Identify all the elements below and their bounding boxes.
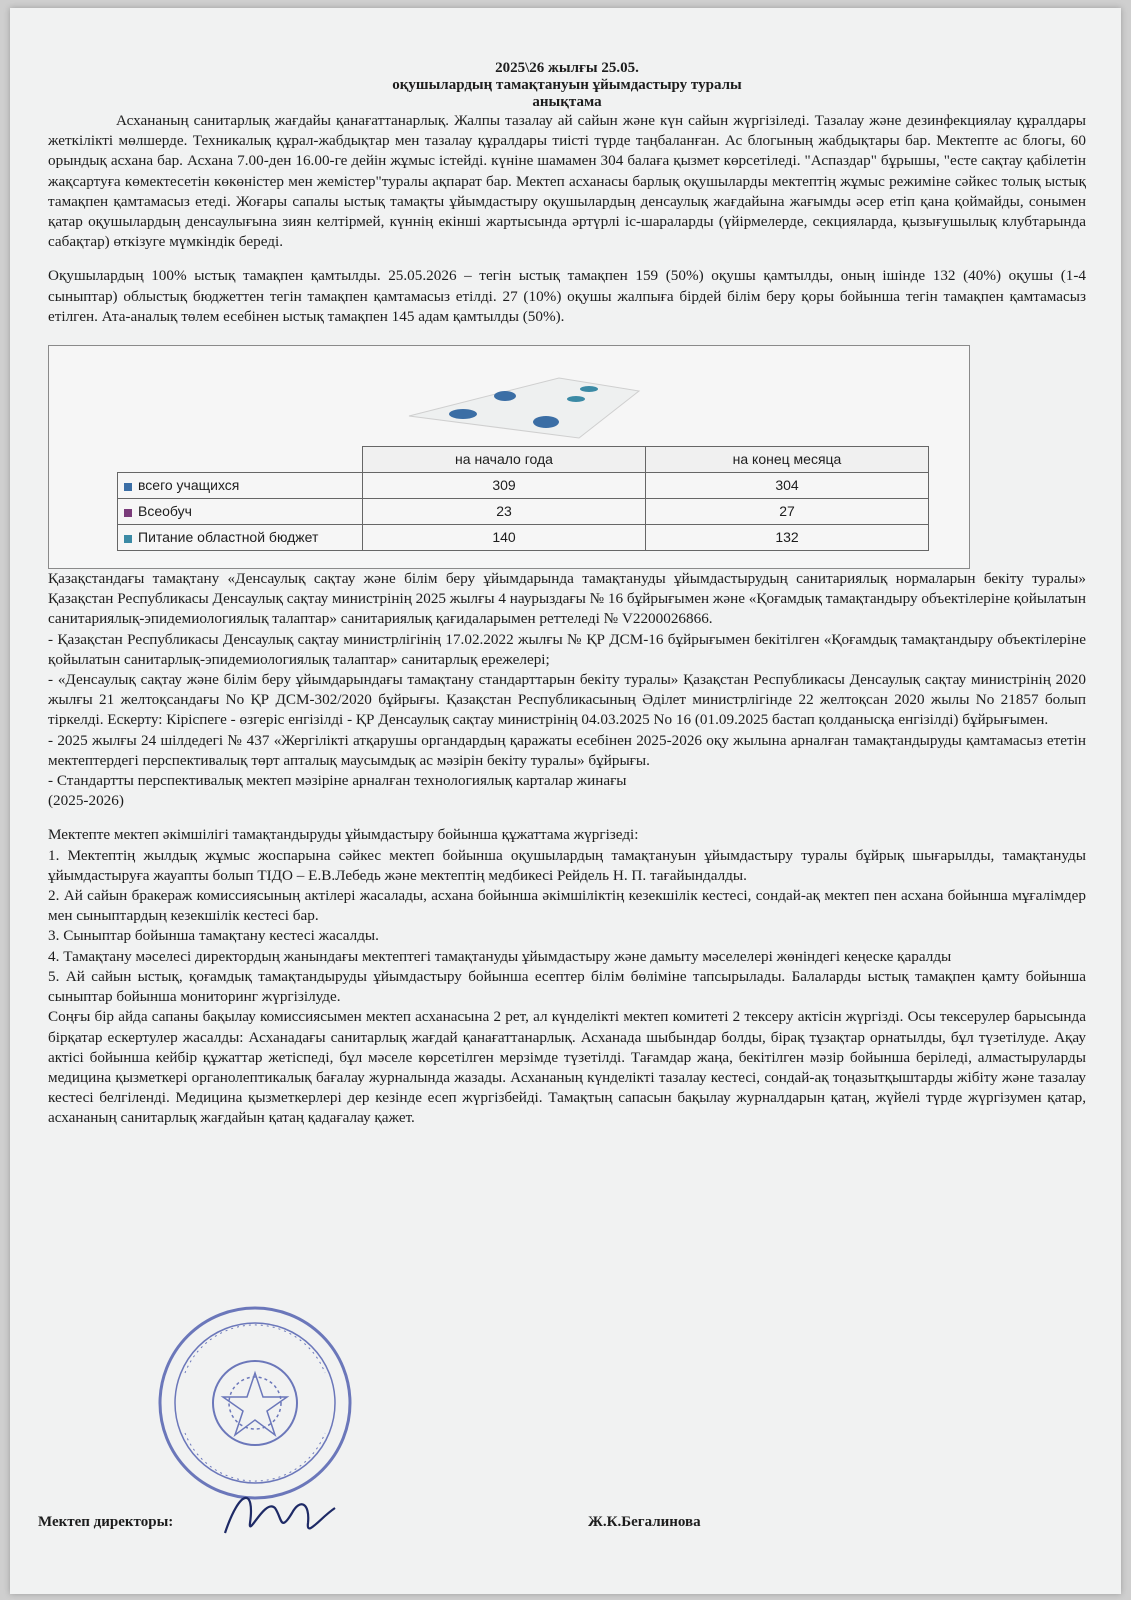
column-header-end: на конец месяца (646, 447, 929, 473)
column-header-start: на начало года (363, 447, 646, 473)
docs-item: 1. Мектептің жылдық жұмыс жоспарына сәйкес мектеп бойынша оқушылардың тамақтануын ұйымдастыру туралы бұйрық шығарылды, тамақтануды ұйымдастыруға жауапты болып ТІДО – Е.В.Лебедь және мектептің медбикесі Рейдель Н. П. тағайындалды. (48, 846, 1086, 884)
inspection-paragraph: Соңғы бір айда сапаны бақылау комиссиясымен мектеп асханасына 2 рет, ал күнделікті мектеп комитеті 2 тексеру актісін жүргізді. Осы тексерулер барысында бірқатар ескертулер жасалды: Асханадағы санитарлық жағдай қанағаттанарлық. Асханада шыбындар болды, бірақ тұзақтар орнатылды, бұл түзетілуде. Ақау актісі бойынша кейбір құжаттар жетіспеді, бұл мәселе көрсетілген мерзімде түзетілді. Тағамдар жаңа, бекітілген мәзір бойынша беріледі, алмастыруларды медицина қызметкері органолептикалық бағалау журналында жазады. Асхананың күнделікті тазалау кестесі, сондай-ақ тоңазытқыштарды жібіту және тазалау кестесі белгіленді. Медицина қызметкерлері дер кезінде есеп жүргізбейді. Тамақтың сапасын бақылау журналдарын қатаң, жүйелі түрде жүргізумен қатар, асхананың санитарлық жағдайын қатаң қадағалау қажет. (48, 1008, 1086, 1127)
legend-swatch (124, 509, 132, 517)
official-seal (155, 1303, 355, 1503)
doc-type: анықтама (532, 94, 602, 110)
cell-value: 140 (363, 525, 646, 551)
regulation-main: Қазақстандағы тамақтану «Денсаулық сақтау және білім беру ұйымдарында тамақтануды ұйымдастырудың санитариялық нормаларын бекіту туралы» Қазақстан Республикасы Денсаулық сақтау министрінің 2025 жылғы 4 наурыздағы № 16 бұйрығымен және «Қоғамдық тамақтандыру объектілеріне қойылатын санитариялық-эпидемиологиялық талаптар» санитариялық қағидаларымен реттеледі № V2200026866. (48, 570, 1086, 628)
cell-value: 132 (646, 525, 929, 551)
cell-value: 27 (646, 499, 929, 525)
docs-item: 4. Тамақтану мәселесі директордың жанындағы мектептегі тамақтануды ұйымдастыру және дамыту мәселелері жөніндегі кеңеске қаралды (48, 947, 952, 965)
director-name: Ж.К.Бегалинова (588, 1514, 701, 1530)
chart-frame (48, 345, 970, 569)
regulation-item: - «Денсаулық сақтау және білім беру ұйымдарындағы тамақтану стандарттарын бекіту туралы» Қазақстан Республикасы Денсаулық сақтау министрінің 2020 жылғы 21 желтоқсандағы No ҚР ДСМ-302/2020 бұйрығы. Қазақстан Республикасының Әділет министрлігінде 22 желтоқсан 2020 жылы No 21857 болып тіркелді. Ескерту: Кіріспеге - өзгеріс енгізілді - ҚР Денсаулық сақтау министрінің 04.03.2025 No 16 (01.09.2025 бастап қолданысқа енгізілді) бұйрығымен. (48, 671, 1086, 729)
coverage-paragraph: Оқушылардың 100% ыстық тамақпен қамтылды. 25.05.2026 – тегін ыстық тамақпен 159 (50%) оқушы қамтылды, оның ішінде 132 (40%) оқушы (1-4 сыныптар) облыстық бюджеттен тегін тамақпен қамтамасыз етілді. 27 (10%) оқушы жалпыға бірдей білім беру қоры бойынша тегін тамақпен қамтамасыз етілген. Ата-аналық төлем есебінен ыстық тамақпен 145 адам қамтылды (50%). (48, 267, 1086, 325)
docs-item: 3. Сыныптар бойынша тамақтану кестесі жасалды. (48, 927, 379, 945)
director-role: Мектеп директоры: (38, 1514, 174, 1530)
intro-paragraph: Асхананың санитарлық жағдайы қанағаттанарлық. Жалпы тазалау ай сайын және күн сайын жүргізіледі. Тазалау және дезинфекциялау құралдары жеткілікті мөлшерде. Техникалық құрал-жабдықтар мен тазалау құралдары тиісті түрде таңбаланған. Ас блогының жабдықтары бар. Мектепте ас блогы, 60 орындық асхана бар. Асхана 7.00-ден 16.00-ге дейін жұмыс істейді. күніне шамамен 304 балаға қызмет көрсетіледі. "Аспаздар" бұрышы, "есте сақтау қабілетін жақсартуға көмектесетін көкөністер мен жемістер"туралы ақпарат бар. Мектеп асханасы барлық оқушыларды мектептің жұмыс режиміне сәйкес толық ыстық тамақпен қамтамасыз етеді. Жоғары сапалы ыстық тамақты ұйымдастыру оқушылардың денсаулық жағдайына жағымды әсер етіп қана қоймайды, сонымен қатар оқушылардың денсаулығына зиян келтірмей, күннің екінші жартысында әртүрлі іс-шараларды (үйірмелерде, секцияларда, қызығушылық клубтарында сабақтар) өткізуге мүмкіндік береді. (48, 112, 1086, 251)
cell-value: 304 (646, 473, 929, 499)
chart-marker-all-end (494, 391, 516, 401)
legend-swatch (124, 535, 132, 543)
data-table (117, 446, 929, 551)
legend-swatch (124, 483, 132, 491)
docs-item: 2. Ай сайын бракераж комиссиясының актілері жасалады, асхана бойынша әкімшіліктің кезекшілік кестесі, сондай-ақ мектеп пен асхана бойынша мұғалімдер мен сыныптардың кезекшілік кестесі бар. (48, 887, 1086, 925)
row-label: Всеобуч (118, 499, 363, 525)
regulation-item: (2025-2026) (48, 792, 124, 810)
document-page (10, 8, 1121, 1594)
docs-intro: Мектепте мектеп әкімшілігі тамақтандыруды ұйымдастыру бойынша құжаттама жүргізеді: (48, 826, 639, 844)
row-label: Питание областной бюджет (118, 525, 363, 551)
docs-item: 5. Ай сайын ыстық, қоғамдық тамақтандыруды ұйымдастыру бойынша есептер білім бөліміне тапсырылады. Балаларды ыстық тамақпен қамту бойынша сыныптар бойынша мониторинг жүргізілуде. (48, 967, 1086, 1006)
table-corner (118, 447, 363, 473)
cell-value: 23 (363, 499, 646, 525)
doc-date: 2025\26 жылғы 25.05. (495, 60, 639, 76)
chart-marker-regional-end (580, 386, 598, 392)
table-row (118, 499, 929, 525)
table-row (118, 473, 929, 499)
chart-marker-regional-start (533, 416, 559, 428)
cell-value: 309 (363, 473, 646, 499)
regulation-item: - Стандартты перспективалық мектеп мәзіріне арналған технологиялық карталар жинағы (48, 772, 627, 790)
doc-title: оқушылардың тамақтануын ұйымдастыру туралы (392, 77, 742, 93)
chart-marker-vseobuch (567, 396, 585, 402)
document-body (48, 60, 1086, 1129)
chart-marker-all-start (449, 409, 477, 419)
regulation-item: - Қазақстан Республикасы Денсаулық сақтау министрлігінің 17.02.2022 жылғы № ҚР ДСМ-16 бұйрығымен бекітілген «Қоғамдық тамақтандыру объектілеріне қойылатын санитарлық-эпидемиологиялық талаптар» санитарлық ережелері; (48, 630, 1086, 668)
table-row (118, 525, 929, 551)
regulation-item: - 2025 жылғы 24 шілдедегі № 437 «Жергілікті атқарушы органдардың қаражаты есебінен 2025-2026 оқу жылына арналған тамақтандыруды қамтамасыз ететін мектептердегі перспективалық төрт апталық маусымдық ас мәзірін бекіту туралы» бұйрығы. (48, 731, 1086, 769)
row-label: всего учащихся (118, 473, 363, 499)
handwritten-signature (220, 1478, 340, 1548)
chart-3d-plane (49, 346, 969, 456)
